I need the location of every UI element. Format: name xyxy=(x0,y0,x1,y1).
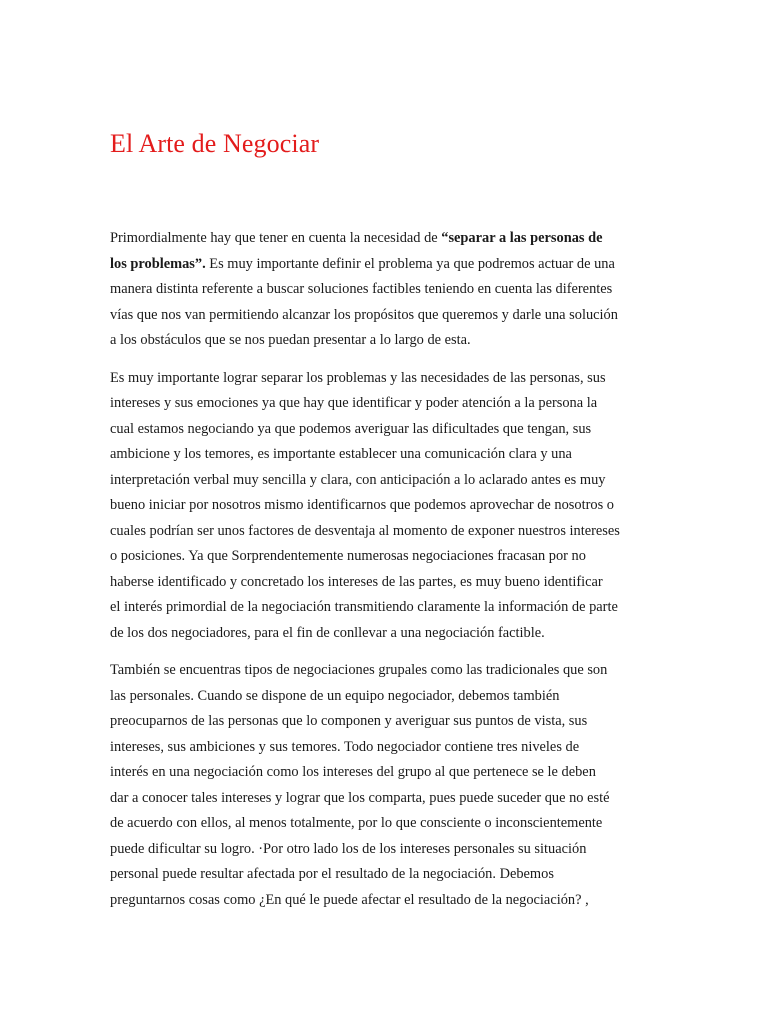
document-title: El Arte de Negociar xyxy=(110,129,320,158)
paragraph-line: interpretación verbal muy sencilla y clara, con anticipación a lo aclarado antes es muy xyxy=(110,471,606,488)
document-body xyxy=(110,226,658,925)
paragraph-line: preocuparnos de las personas que lo componen y averiguar sus puntos de vista, sus xyxy=(110,713,588,729)
paragraph-line: bueno iniciar por nosotros mismo identificarnos que podemos aprovechar de nosotros o xyxy=(110,497,614,513)
paragraph-line: las personales. Cuando se dispone de un equipo negociador, debemos también xyxy=(110,687,560,704)
paragraph-line: También se encuentras tipos de negociaciones grupales como las tradicionales que son xyxy=(110,662,608,678)
paragraph-line: manera distinta referente a buscar soluciones factibles teniendo en cuenta las diferentes xyxy=(110,281,613,297)
paragraph-line: preguntarnos cosas como ¿En qué le puede afectar el resultado de la negociación? , xyxy=(110,891,589,908)
paragraph-line: dar a conocer tales intereses y lograr que los comparta, pues puede suceder que no esté xyxy=(110,789,610,806)
bold-text-run: “separar a las personas de xyxy=(441,230,603,246)
text-run: Es muy importante definir el problema ya que podremos actuar de una xyxy=(205,255,615,272)
paragraph-line: de los dos negociadores, para el fin de conllevar a una negociación factible. xyxy=(110,624,545,641)
paragraph-line: cual estamos negociando ya que podemos averiguar las dificultades que tengan, sus xyxy=(110,420,592,437)
paragraph-3 xyxy=(110,658,658,913)
paragraph-line: el interés primordial de la negociación transmitiendo claramente la información de parte xyxy=(110,599,618,615)
paragraph-line: intereses y sus emociones ya que hay que identificar y poder atención a la persona la xyxy=(110,395,598,411)
paragraph-line: Es muy importante lograr separar los problemas y las necesidades de las personas, sus xyxy=(110,369,606,386)
paragraph-line: puede dificultar su logro. ·Por otro lado los de los intereses personales su situación xyxy=(110,840,587,857)
paragraph-2 xyxy=(110,366,658,647)
paragraph-line: a los obstáculos que se nos puedan presentar a lo largo de esta. xyxy=(110,332,471,348)
bold-text-run: los problemas”. xyxy=(110,255,206,272)
paragraph-line: de acuerdo con ellos, al menos totalmente, por lo que consciente o inconscientemente xyxy=(110,815,603,831)
paragraph-line: personal puede resultar afectada por el resultado de la negociación. Debemos xyxy=(110,866,554,882)
paragraph-line: vías que nos van permitiendo alcanzar los propósitos que queremos y darle una solución xyxy=(110,306,618,323)
paragraph-line: cuales podrían ser unos factores de desventaja al momento de exponer nuestros intereses xyxy=(110,522,620,539)
paragraph-line: interés en una negociación como los intereses del grupo al que pertenece se le deben xyxy=(110,764,596,780)
paragraph-line: haberse identificado y concretado los intereses de las partes, es muy bueno identificar xyxy=(110,573,603,590)
paragraph-1 xyxy=(110,226,658,354)
paragraph-line: ambicione y los temores, es importante establecer una comunicación clara y una xyxy=(110,446,572,462)
paragraph-line: o posiciones. Ya que Sorprendentemente numerosas negociaciones fracasan por no xyxy=(110,548,586,564)
paragraph-line xyxy=(110,226,658,252)
paragraph-line: intereses, sus ambiciones y sus temores. Todo negociador contiene tres niveles de xyxy=(110,738,580,755)
paragraph-line xyxy=(110,252,658,278)
text-run: Primordialmente hay que tener en cuenta la necesidad de xyxy=(110,230,442,246)
